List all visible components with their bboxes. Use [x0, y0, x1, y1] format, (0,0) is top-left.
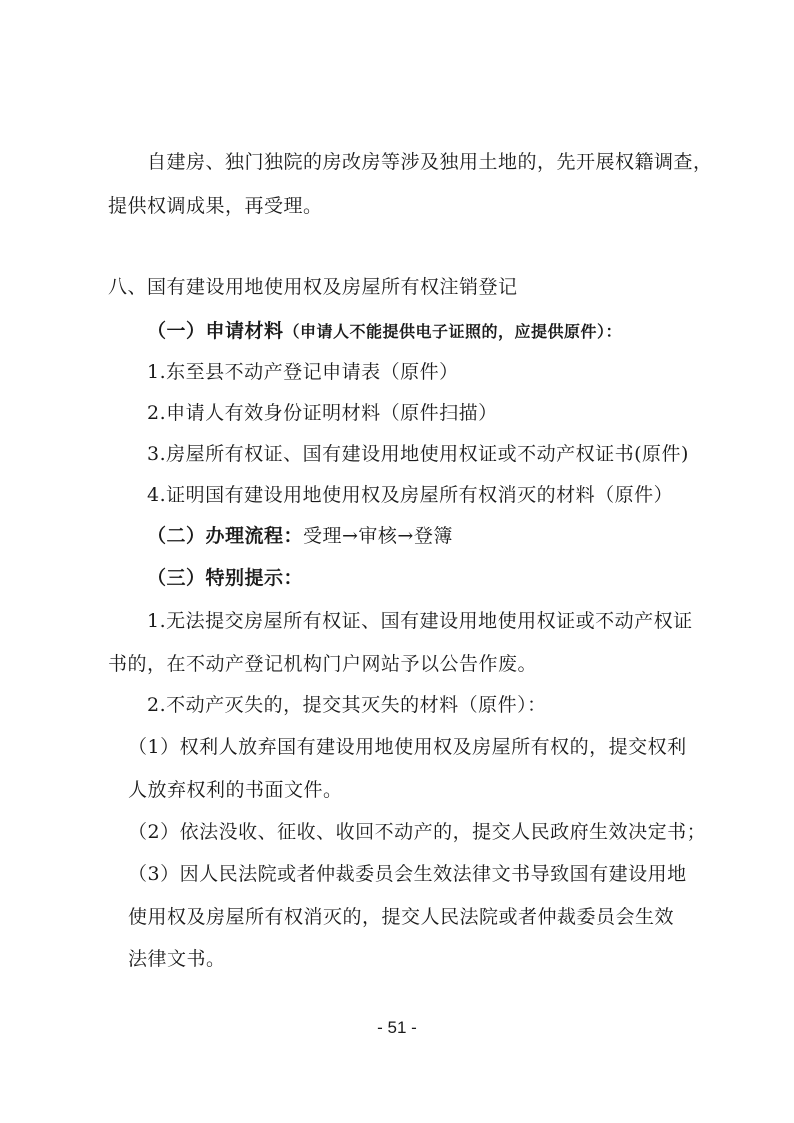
process-flow: 受理→审核→登簿 [303, 525, 453, 547]
tip-subitem-line: （2）依法没收、征收、收回不动产的，提交人民政府生效决定书； [128, 821, 707, 843]
paragraph-line: 提供权调成果，再受理。 [108, 195, 323, 217]
tip-subitem-line: 人放弃权利的书面文件。 [128, 779, 343, 801]
tip-subitem-line: 法律文书。 [128, 948, 226, 970]
subsection-note: （申请人不能提供电子证照的，应提供原件）： [283, 322, 623, 341]
tip-subitem-line: （3）因人民法院或者仲裁委员会生效法律文书导致国有建设用地 [128, 863, 687, 885]
subsection-label: （一）申请材料 [147, 320, 284, 342]
paragraph-line: 自建房、独门独院的房改房等涉及独用土地的，先开展权籍调查， [147, 151, 713, 173]
subsection-process [147, 523, 453, 549]
tip-line: 书的，在不动产登记机构门户网站予以公告作废。 [108, 653, 538, 675]
material-item: 1.东至县不动产登记申请表（原件） [147, 361, 459, 383]
subsection-materials-heading [147, 318, 622, 345]
section-heading: 八、国有建设用地使用权及房屋所有权注销登记 [108, 276, 518, 298]
material-item: 3.房屋所有权证、国有建设用地使用权证或不动产权证书(原件) [147, 443, 689, 465]
tip-subitem-line: （1）权利人放弃国有建设用地使用权及房屋所有权的，提交权利 [128, 736, 687, 758]
tip-subitem-line: 使用权及房屋所有权消灭的，提交人民法院或者仲裁委员会生效 [128, 906, 675, 928]
tip-line: 2.不动产灭失的，提交其灭失的材料（原件）： [147, 694, 547, 716]
material-item: 2.申请人有效身份证明材料（原件扫描） [147, 402, 498, 424]
subsection-label: （二）办理流程： [147, 525, 304, 547]
page-number: - 51 - [377, 1018, 417, 1037]
subsection-tips-heading: （三）特别提示： [147, 567, 304, 589]
tip-line: 1.无法提交房屋所有权证、国有建设用地使用权证或不动产权证 [147, 610, 693, 632]
material-item: 4.证明国有建设用地使用权及房屋所有权消灭的材料（原件） [147, 484, 674, 506]
